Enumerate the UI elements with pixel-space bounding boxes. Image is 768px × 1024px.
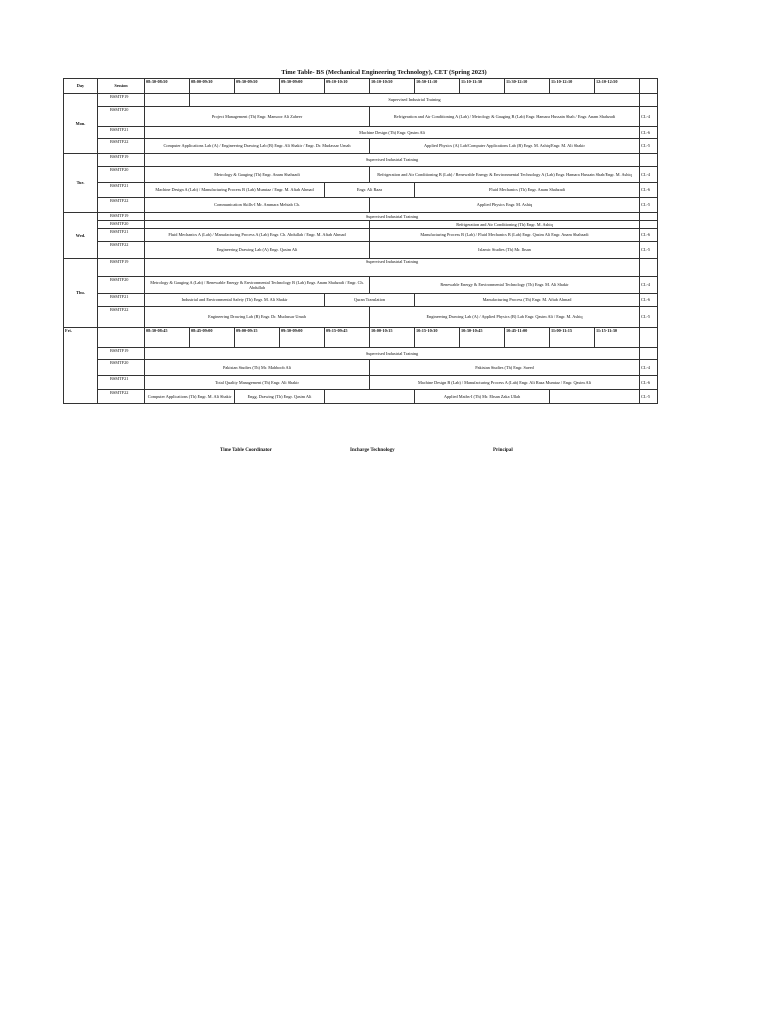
header-slot: 10:50-11:10 — [415, 79, 460, 94]
slot-label: 09:15-09:45 — [325, 328, 370, 348]
signature-coordinator: Time Table Coordinator — [220, 448, 272, 453]
class-cell: Engg. Drawing (Th) Engr. Qasim Ali — [235, 390, 325, 404]
class-cell: Machine Design (Th) Engr. Qasim Ali — [145, 127, 640, 139]
signature-principal: Principal — [493, 448, 513, 453]
room-cell — [640, 221, 658, 229]
day-label: Tue. — [64, 154, 98, 213]
empty-cell — [325, 390, 415, 404]
table-row — [64, 221, 658, 229]
class-cell: Refrigeration and Air Conditioning B (Lab) / Renewable Energy & Environmental Technology A (Lab) Engr. Hamara Hussain Shah/Engr. M. Ashiq — [370, 167, 640, 183]
room-cell: CL-5 — [640, 307, 658, 328]
class-cell: Communication Skills-I Mr. Ammara Mehtab Ch. — [145, 198, 370, 213]
header-slot: 09:30-09:50 — [235, 79, 280, 94]
empty-cell — [145, 221, 370, 229]
session-label: BSMTF20 — [98, 277, 145, 294]
class-cell: Project Management (Th) Engr. Mansoor Ali Zaheer — [145, 107, 370, 127]
class-cell: Supervised Industrial Training — [145, 348, 640, 360]
class-cell: Computer Applications (Th) Engr. M. Ali Shakir — [145, 390, 235, 404]
class-cell: Engineering Drawing Lab (A) / Applied Physics (B) Lab Engr. Qasim Ali / Engr. M. Ashiq — [370, 307, 640, 328]
table-row — [64, 259, 658, 277]
header-slot: 08:00-09:30 — [190, 79, 235, 94]
signature-incharge: Incharge Technology — [350, 448, 395, 453]
session-label: BSMTF19 — [98, 94, 145, 107]
table-row — [64, 127, 658, 139]
class-cell: Renewable Energy & Environmental Technology (Th) Engr. M. Ali Shakir — [370, 277, 640, 294]
table-row — [64, 183, 658, 198]
session-label: BSMTF19 — [98, 213, 145, 221]
table-row — [64, 294, 658, 307]
session-label: BSMTF21 — [98, 229, 145, 242]
empty-cell — [145, 94, 190, 107]
class-cell: Applied Physics Engr. M. Ashiq — [370, 198, 640, 213]
table-row — [64, 348, 658, 360]
slot-label: 10:00-10:15 — [370, 328, 415, 348]
table-row — [64, 277, 658, 294]
table-row — [64, 167, 658, 183]
room-cell: CL-4 — [640, 277, 658, 294]
table-row — [64, 360, 658, 376]
session-label: BSMTF20 — [98, 107, 145, 127]
room-cell — [640, 94, 658, 107]
class-cell: Pakistan Studies (Th) Mr. Mahboob Ali — [145, 360, 370, 376]
table-row — [64, 154, 658, 167]
session-label: BSMTF22 — [98, 139, 145, 154]
class-cell: Machine Design B (Lab) / Manufacturing Process A (Lab) Engr. Ali Raza Mumtaz / Engr. Qasim Ali — [370, 376, 640, 390]
session-label: BSMTF21 — [98, 294, 145, 307]
slot-label: 10:30-10:45 — [460, 328, 505, 348]
empty-cell — [98, 328, 145, 348]
session-label: BSMTF21 — [98, 376, 145, 390]
timetable — [63, 78, 658, 404]
session-label: BSMTF22 — [98, 390, 145, 404]
table-row — [64, 390, 658, 404]
class-cell: Supervised Industrial Training — [190, 94, 640, 107]
header-day: Day — [64, 79, 98, 94]
table-row — [64, 107, 658, 127]
class-cell: Refrigeration and Air Conditioning (Th) Engr. M. Ashiq — [370, 221, 640, 229]
header-session: Session — [98, 79, 145, 94]
table-row — [64, 376, 658, 390]
header-slot: 11:10-12:10 — [550, 79, 595, 94]
class-cell: Islamic Studies (Th) Mr. Ihsan — [370, 242, 640, 259]
session-label: BSMTF22 — [98, 242, 145, 259]
table-row — [64, 242, 658, 259]
table-row — [64, 139, 658, 154]
room-cell: CL-4 — [640, 107, 658, 127]
class-cell: Industrial and Environmental Safety (Th) Engr. M. Ali Shakir — [145, 294, 325, 307]
header-slot: 09:30-09:00 — [280, 79, 325, 94]
room-cell — [640, 213, 658, 221]
room-cell — [640, 348, 658, 360]
room-cell: CL-6 — [640, 127, 658, 139]
class-cell: Applied Physics (A) Lab/Computer Applications Lab (B) Engr. M. Ashiq/Engr. M. Ali Shakir — [370, 139, 640, 154]
room-cell — [640, 259, 658, 277]
table-row — [64, 229, 658, 242]
room-cell: CL-5 — [640, 242, 658, 259]
slot-label: 10:45-11:00 — [505, 328, 550, 348]
header-slot: 12:10-12:50 — [595, 79, 640, 94]
page-title: Time Table- BS (Mechanical Engineering Technology), CET (Spring 2023) — [281, 69, 487, 76]
friday-time-row — [64, 328, 658, 348]
session-label: BSMTF19 — [98, 259, 145, 277]
class-cell: Pakistan Studies (Th) Engr. Saeed — [370, 360, 640, 376]
class-cell: Quran Translation — [325, 294, 415, 307]
room-cell: CL-6 — [640, 376, 658, 390]
table-row — [64, 94, 658, 107]
session-label: BSMTF21 — [98, 183, 145, 198]
room-cell: CL-5 — [640, 139, 658, 154]
table-row — [64, 307, 658, 328]
class-cell: Machine Design A (Lab) / Manufacturing Process B (Lab) Mumtaz / Engr. M. Aftab Ahmad — [145, 183, 325, 198]
day-label: Fri. — [64, 328, 98, 404]
class-cell: Manufacturing Process (Th) Engr. M. Aftab Ahmad — [415, 294, 640, 307]
table-row — [64, 213, 658, 221]
room-cell: CL-4 — [640, 360, 658, 376]
slot-label: 09:00-09:15 — [235, 328, 280, 348]
class-cell: Total Quality Management (Th) Engr. Ali Shakir — [145, 376, 370, 390]
class-cell: Metrology & Gauging A (Lab) / Renewable Energy & Environmental Technology B (Lab) Engr. Anam Shahzadi / Engr. Ch. Abdullah — [145, 277, 370, 294]
class-cell: Refrigeration and Air Conditioning A (Lab) / Metrology & Gauging B (Lab) Engr. Hamara Hussain Shah / Engr. Anam Shahzadi — [370, 107, 640, 127]
header-slot: 11:10-11:30 — [460, 79, 505, 94]
class-cell: Computer Applications Lab (A) / Engineering Drawing Lab (B) Engr. Ali Shakir / Engr. Dr. Mudassar Umah — [145, 139, 370, 154]
header-room — [640, 79, 658, 94]
header-row — [64, 79, 658, 94]
class-cell: Engineering Drawing Lab (B) Engr. Dr. Mudassar Umah — [145, 307, 370, 328]
class-cell: Fluid Mechanics (Th) Engr. Anam Shahzadi — [415, 183, 640, 198]
session-label: BSMTF20 — [98, 167, 145, 183]
session-label: BSMTF21 — [98, 127, 145, 139]
room-cell: CL-5 — [640, 198, 658, 213]
room-cell: CL-6 — [640, 229, 658, 242]
room-cell — [640, 328, 658, 348]
header-slot: 11:30-12:10 — [505, 79, 550, 94]
class-cell: Metrology & Gauging (Th) Engr. Anam Shahzadi — [145, 167, 370, 183]
room-cell: CL-6 — [640, 183, 658, 198]
slot-label: 08:30-08:45 — [145, 328, 190, 348]
header-slot: 10:10-10:50 — [370, 79, 415, 94]
room-cell: CL-6 — [640, 294, 658, 307]
class-cell: Supervised Industrial Training — [145, 154, 640, 167]
room-cell — [640, 154, 658, 167]
slot-label: 09:30-09:00 — [280, 328, 325, 348]
session-label: BSMTF22 — [98, 198, 145, 213]
header-slot: 09:10-10:10 — [325, 79, 370, 94]
class-cell: Engr. Ali Raza — [325, 183, 415, 198]
class-cell: Supervised Industrial Training — [145, 259, 640, 277]
session-label: BSMTF20 — [98, 221, 145, 229]
room-cell: CL-5 — [640, 390, 658, 404]
room-cell: CL-4 — [640, 167, 658, 183]
slot-label: 11:15-11:30 — [595, 328, 640, 348]
header-slot: 08:30-08:50 — [145, 79, 190, 94]
session-label: BSMTF20 — [98, 360, 145, 376]
class-cell: Fluid Mechanics A (Lab) / Manufacturing Process A (Lab) Engr. Ch. Abdullah / Engr. M. Aftab Ahmad — [145, 229, 370, 242]
slot-label: 08:45-09:00 — [190, 328, 235, 348]
slot-label: 10:15-10:30 — [415, 328, 460, 348]
class-cell: Applied Maths-I (Th) Mr. Ehsan Zaka Ullah — [415, 390, 550, 404]
session-label: BSMTF19 — [98, 348, 145, 360]
class-cell: Supervised Industrial Training — [145, 213, 640, 221]
session-label: BSMTF19 — [98, 154, 145, 167]
slot-label: 11:00-11:15 — [550, 328, 595, 348]
session-label: BSMTF22 — [98, 307, 145, 328]
empty-cell — [550, 390, 640, 404]
day-label: Wed. — [64, 213, 98, 259]
signature-line — [0, 448, 768, 460]
day-label: Thu. — [64, 259, 98, 328]
table-row — [64, 198, 658, 213]
day-label: Mon. — [64, 94, 98, 154]
class-cell: Manufacturing Process B (Lab) / Fluid Mechanics B (Lab) Engr. Qasim Ali Engr. Anam Shahzadi — [370, 229, 640, 242]
class-cell: Engineering Drawing Lab (A) Engr. Qasim Ali — [145, 242, 370, 259]
